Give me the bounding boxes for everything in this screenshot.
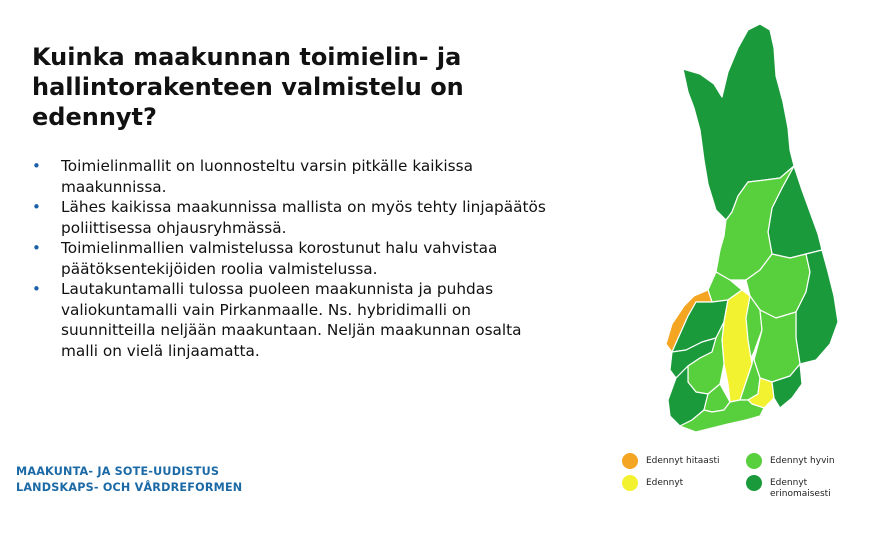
bullet-marker: • xyxy=(32,198,41,216)
bullet-text: Toimielinmallit on luonnosteltu varsin pitkälle kaikissa maakunnissa. xyxy=(61,157,473,196)
legend-swatch-well xyxy=(746,453,762,469)
slide-title: Kuinka maakunnan toimielin- ja hallintorakenteen valmistelu on edennyt? xyxy=(32,43,464,131)
legend-label-excellent: Edennyt erinomaisesti xyxy=(770,478,831,499)
bullet-list xyxy=(32,156,552,361)
bullet-text: Toimielinmallien valmistelussa korostunut halu vahvistaa päätöksentekijöiden roolia valmistelussa. xyxy=(61,239,498,278)
legend-label-well: Edennyt hyvin xyxy=(770,456,835,466)
finland-region-map xyxy=(640,20,845,440)
legend-label-slow: Edennyt hitaasti xyxy=(646,456,720,466)
legend-swatch-progressed xyxy=(622,475,638,491)
legend-swatch-slow xyxy=(622,453,638,469)
legend-swatch-excellent xyxy=(746,475,762,491)
bullet-marker: • xyxy=(32,239,41,257)
bullet-item xyxy=(32,279,552,361)
brand-line-swedish: LANDSKAPS- OCH VÅRDREFORMEN xyxy=(16,481,243,494)
legend-label-progressed: Edennyt xyxy=(646,478,684,488)
map-region-etela-savo xyxy=(754,310,800,382)
bullet-marker: • xyxy=(32,157,41,175)
bullet-text: Lautakuntamalli tulossa puoleen maakunnista ja puhdas valiokuntamalli vain Pirkanmaalle. Ns. hybridimalli on suunnitteilla neljään maakuntaan. Neljän maakunnan osalta malli on vielä linjaamatta. xyxy=(61,280,522,360)
brand-line-finnish: MAAKUNTA- JA SOTE-UUDISTUS xyxy=(16,465,220,478)
bullet-item xyxy=(32,197,552,238)
bullet-text: Lähes kaikissa maakunnissa mallista on myös tehty linjapäätös poliittisessa ohjausryhmässä. xyxy=(61,198,546,237)
bullet-item xyxy=(32,156,552,197)
bullet-item xyxy=(32,238,552,279)
bullet-marker: • xyxy=(32,280,41,298)
brand-logo-text xyxy=(16,464,242,496)
